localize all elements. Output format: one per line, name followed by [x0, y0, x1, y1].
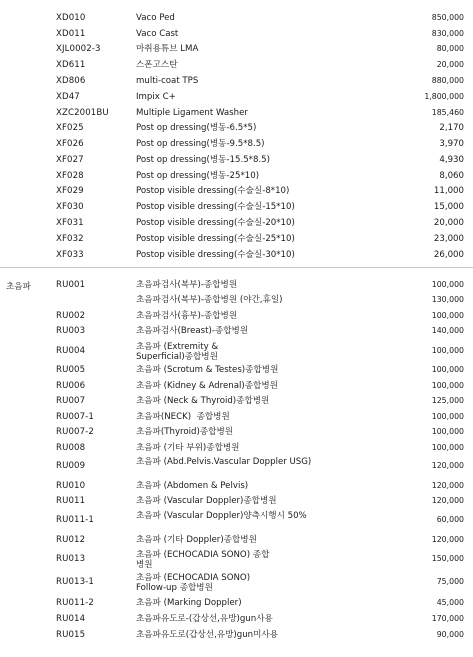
item-name: 초음파 (Vascular Doppler)양측시행시 50%	[136, 511, 307, 521]
item-name: 초음파 (ECHOCADIA SONO) Follow-up 종합병원	[136, 573, 251, 593]
item-name: Post op dressing(병동-25*10)	[136, 171, 260, 181]
item-name: 초음파 (기타 Doppler)종합병원	[136, 535, 257, 545]
item-code: RU005	[56, 365, 86, 375]
item-price: 100,000	[431, 311, 464, 320]
item-price: 100,000	[431, 443, 464, 452]
item-code: RU003	[56, 326, 86, 336]
item-price: 880,000	[431, 76, 464, 85]
item-name: Postop visible dressing(수술실-15*10)	[136, 202, 295, 212]
item-name: 초음파검사(복부)-종합병원 (야간,휴일)	[136, 295, 283, 305]
item-price: 100,000	[431, 412, 464, 421]
item-name: 초음파 (Extremity & Superficial)종합병원	[136, 342, 219, 362]
item-price: 150,000	[431, 554, 464, 563]
item-name: Postop visible dressing(수술실-20*10)	[136, 218, 295, 228]
item-price: 125,000	[431, 396, 464, 405]
item-name: Postop visible dressing(수술실-25*10)	[136, 234, 295, 244]
item-code: RU007	[56, 396, 86, 406]
item-name: 초음파검사(흉부)-종합병원	[136, 311, 238, 321]
item-code: XD47	[56, 92, 80, 102]
item-code: RU013-1	[56, 577, 94, 587]
item-price: 4,930	[439, 155, 464, 165]
item-code: XF032	[56, 234, 84, 244]
item-price: 60,000	[436, 515, 464, 524]
item-code: XF028	[56, 171, 84, 181]
item-price: 80,000	[436, 44, 464, 53]
item-name: 스폰고스탄	[136, 60, 178, 70]
item-name: 초음파유도로(갑상선,유방)gun미사용	[136, 630, 279, 640]
item-code: RU007-2	[56, 427, 94, 437]
item-price: 170,000	[431, 614, 464, 623]
item-code: XF029	[56, 186, 84, 196]
section-divider	[0, 267, 473, 268]
item-name: 초음파(NECK) 종합병원	[136, 412, 230, 422]
item-name: 초음파 (Abdomen & Pelvis)	[136, 481, 249, 491]
item-name: 초음파 (Abd.Pelvis.Vascular Doppler USG)	[136, 457, 312, 467]
item-name: Postop visible dressing(수술실-30*10)	[136, 250, 295, 260]
item-name: 초음파검사(Breast)-종합병원	[136, 326, 249, 336]
item-code: RU001	[56, 280, 86, 290]
item-code: XF030	[56, 202, 84, 212]
item-code: XD806	[56, 76, 86, 86]
item-price: 120,000	[431, 496, 464, 505]
item-price: 90,000	[436, 630, 464, 639]
item-name: 초음파 (기타 부위)종합병원	[136, 443, 240, 453]
item-price: 20,000	[436, 60, 464, 69]
item-code: RU004	[56, 346, 86, 356]
item-name: 초음파 (Kidney & Adrenal)종합병원	[136, 381, 278, 391]
item-code: RU008	[56, 443, 86, 453]
item-name: 초음파유도로-(갑상선,유방)gun사용	[136, 614, 273, 624]
item-price: 20,000	[433, 218, 464, 228]
item-price: 120,000	[431, 481, 464, 490]
item-price: 26,000	[433, 250, 464, 260]
item-name: Post op dressing(병동-6.5*5)	[136, 123, 257, 133]
item-code: XJL0002-3	[56, 44, 101, 54]
item-code: XF027	[56, 155, 84, 165]
item-code: XD011	[56, 29, 86, 39]
item-price: 100,000	[431, 365, 464, 374]
item-code: RU009	[56, 461, 86, 471]
item-price: 15,000	[433, 202, 464, 212]
item-code: XF033	[56, 250, 84, 260]
item-code: RU007-1	[56, 412, 94, 422]
item-code: RU006	[56, 381, 86, 391]
item-code: XZC2001BU	[56, 108, 109, 118]
item-price: 100,000	[431, 381, 464, 390]
item-name: multi-coat TPS	[136, 76, 199, 86]
item-price: 185,460	[431, 108, 464, 117]
item-price: 45,000	[436, 598, 464, 607]
item-code: RU014	[56, 614, 86, 624]
item-price: 75,000	[436, 577, 464, 586]
item-price: 1,800,000	[424, 92, 464, 101]
item-name: 초음파 (Neck & Thyroid)종합병원	[136, 396, 270, 406]
item-name: Post op dressing(병동-15.5*8.5)	[136, 155, 270, 165]
item-code: XD611	[56, 60, 86, 70]
item-price: 120,000	[431, 461, 464, 470]
item-code: RU011-1	[56, 515, 94, 525]
item-price: 3,970	[439, 139, 464, 149]
item-code: RU011	[56, 496, 86, 506]
item-name: 초음파(Thyroid)종합병원	[136, 427, 234, 437]
item-name: 초음파 (Scrotum & Testes)종합병원	[136, 365, 279, 375]
item-code: XF025	[56, 123, 84, 133]
item-name: Impix C+	[136, 92, 176, 102]
item-code: XD010	[56, 13, 86, 23]
item-price: 100,000	[431, 280, 464, 289]
item-name: Vaco Cast	[136, 29, 179, 39]
item-code: RU012	[56, 535, 86, 545]
item-name: 초음파 (Vascular Doppler)종합병원	[136, 496, 277, 506]
item-name: Postop visible dressing(수술실-8*10)	[136, 186, 290, 196]
item-code: RU013	[56, 554, 86, 564]
item-code: RU010	[56, 481, 86, 491]
item-price: 11,000	[433, 186, 464, 196]
item-code: RU002	[56, 311, 86, 321]
item-name: 초음파검사(복부)-종합병원	[136, 280, 238, 290]
item-price: 850,000	[431, 13, 464, 22]
item-name: Multiple Ligament Washer	[136, 108, 248, 118]
item-price: 100,000	[431, 346, 464, 355]
item-price: 120,000	[431, 535, 464, 544]
item-price: 130,000	[431, 295, 464, 304]
item-name: 마취용튜브 LMA	[136, 44, 199, 54]
item-price: 830,000	[431, 29, 464, 38]
item-price: 2,170	[439, 123, 464, 133]
item-name: 초음파 (ECHOCADIA SONO) 종합병원	[136, 550, 270, 570]
item-code: XF031	[56, 218, 84, 228]
item-name: Post op dressing(병동-9.5*8.5)	[136, 139, 265, 149]
item-code: RU015	[56, 630, 86, 640]
item-code: XF026	[56, 139, 84, 149]
category-label: 초음파	[6, 282, 31, 292]
item-name: 초음파 (Marking Doppler)	[136, 598, 242, 608]
item-name: Vaco Ped	[136, 13, 175, 23]
item-price: 140,000	[431, 326, 464, 335]
item-code: RU011-2	[56, 598, 94, 608]
item-price: 100,000	[431, 427, 464, 436]
item-price: 23,000	[433, 234, 464, 244]
item-price: 8,060	[439, 171, 464, 181]
